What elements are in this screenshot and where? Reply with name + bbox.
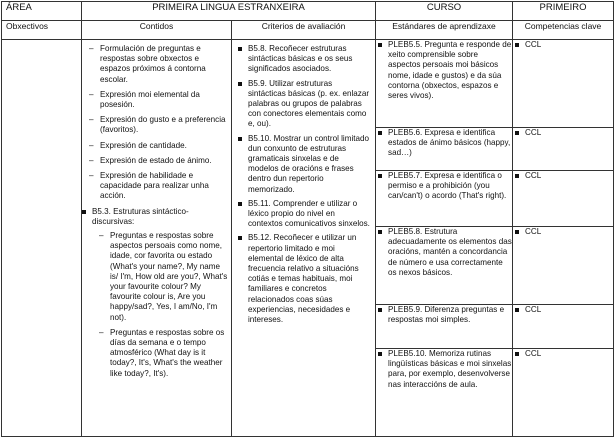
list-item: – Preguntas e respostas sobre os días da semana e o tempo atmosférico (What day is it today?, It's, What's the weather like today?, It's).: [98, 328, 228, 379]
standard-text: PLEB5.9. Diferenza preguntas e respostas moi simples.: [376, 305, 512, 325]
criterion: B5.10. Mostrar un control limitado dun conxunto de estruturas gramaticais sinxelas e de modelos de oracións e frases dentro dun repertorio memorizado.: [236, 134, 371, 195]
criterion: B5.8. Recoñecer estruturas sintácticas básicas e os seus significados asociados.: [236, 44, 371, 75]
competence-cell: [513, 305, 614, 349]
content-intro: – Formulación de preguntas e respostas sobre obxectos e espazos próximos á contorna escolar.: [88, 44, 228, 85]
competence-cell: [513, 349, 614, 437]
contents-cell: [82, 40, 232, 437]
header-row: [2, 2, 614, 21]
standard-cell: [376, 171, 513, 227]
standard-text: PLEB5.10. Memoriza rutinas lingüísticas básicas e moi sinxelas para, por exemplo, desenvolverse nas interaccións de aula.: [376, 349, 512, 390]
col-objectives: Obxectivos: [2, 21, 82, 40]
list-item: – Expresión do gusto e a preferencia (favoritos).: [88, 115, 228, 135]
column-header-row: [2, 21, 614, 40]
competence-text: CCL: [513, 349, 613, 359]
course-label: CURSO: [376, 2, 513, 21]
col-standards: Estándares de aprendizaxe: [376, 21, 513, 40]
standard-text: PLEB5.6. Expresa e identifica estados de ánimo básicos (happy, sad…): [376, 128, 512, 159]
sub-list: [88, 231, 228, 379]
competence-text: CCL: [513, 128, 613, 138]
section-title: B5.3. Estruturas sintáctico-discursivas:: [80, 207, 228, 227]
competence-cell: [513, 40, 614, 128]
standard-cell: [376, 349, 513, 437]
col-criteria: Criterios de avaliación: [232, 21, 376, 40]
standard-text: PLEB5.7. Expresa e identifica o permiso e a prohibición (you can/can't) o acordo (That's right).: [376, 171, 512, 202]
subject-title: PRIMEIRA LINGUA ESTRANXEIRA: [82, 2, 376, 21]
col-competences: Competencias clave: [513, 21, 614, 40]
standard-cell: [376, 227, 513, 305]
competence-cell: [513, 171, 614, 227]
standard-cell: [376, 40, 513, 128]
criterion: B5.12. Recoñecer e utilizar un repertorio limitado e moi elemental de léxico de alta frecuencia relativo a situacións cotiás e temas habituais, moi familiares e concretos relacionados coas súas experiencias, necesidades e intereses.: [236, 233, 371, 325]
area-label: ÁREA: [2, 2, 82, 21]
col-contents: Contidos: [82, 21, 232, 40]
competence-text: CCL: [513, 305, 613, 315]
list-item: – Expresión de cantidade.: [88, 141, 228, 151]
competence-text: CCL: [513, 227, 613, 237]
criterion: B5.11. Comprender e utilizar o léxico propio do nivel en contextos comunicativos sinxelos.: [236, 199, 371, 230]
list-item: – Preguntas e respostas sobre aspectos persoais como nome, idade, cor favorita ou estado (What's your name?, My name is/ I'm, How old are you?, What's your favourite colour? My favourite colour is, Are you happy/sad?, Yes, I am/No, I'm not).: [98, 231, 228, 323]
competence-cell: [513, 128, 614, 171]
criteria-cell: [232, 40, 376, 437]
course-value: PRIMEIRO: [513, 2, 614, 21]
list-item: – Expresión de habilidade e capacidade para realizar unha acción.: [88, 171, 228, 202]
standard-text: PLEB5.5. Pregunta e responde de xeito comprensible sobre aspectos persoais moi básicos nome, idade e gustos) e da súa contorna (obxectos, espazos e seres vivos).: [376, 40, 512, 101]
standard-cell: [376, 305, 513, 349]
list-item: – Expresión de estado de ánimo.: [88, 156, 228, 166]
list-item: – Expresión moi elemental da posesión.: [88, 90, 228, 110]
curriculum-table: [1, 1, 614, 437]
competence-text: CCL: [513, 40, 613, 50]
competence-text: CCL: [513, 171, 613, 181]
table-row: [2, 40, 614, 128]
objectives-cell: [2, 40, 82, 437]
standard-cell: [376, 128, 513, 171]
competence-cell: [513, 227, 614, 305]
criterion: B5.9. Utilizar estruturas sintácticas básicas (p. ex. enlazar palabras ou grupos de palabras con conectores elementais como e, ou).: [236, 79, 371, 130]
standard-text: PLEB5.8. Estrutura adecuadamente os elementos das oracións, mantén a concordancia de número e usa correctamente os nexos básicos.: [376, 227, 512, 278]
